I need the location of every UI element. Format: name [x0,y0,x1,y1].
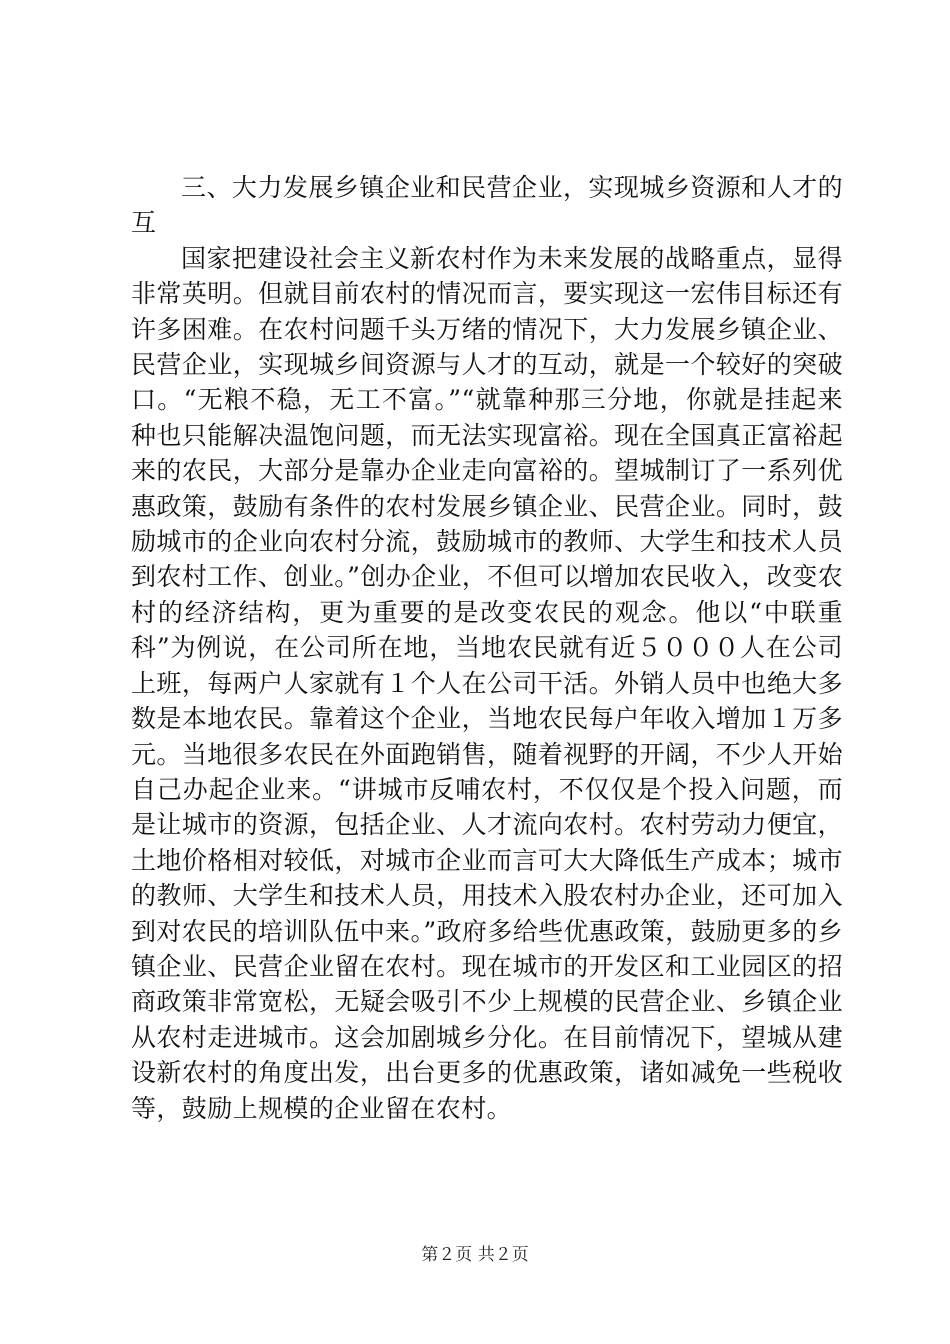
document-content [131,170,843,1126]
page-footer: 第２页 共２页 [421,1245,529,1265]
section-heading: 三、大力发展乡镇企业和民营企业，实现城乡资源和人才的互 [131,173,843,238]
body-paragraph: 国家把建设社会主义新农村作为未来发展的战略重点，显得非常英明。但就目前农村的情况而言，要实现这一宏伟目标还有许多困难。在农村问题千头万绪的情况下，大力发展乡镇企业、民营企业，实现城乡间资源与人才的互动，就是一个较好的突破口。“无粮不稳，无工不富。”“就靠种那三分地，你就是挂起来种也只能解决温饱问题，而无法实现富裕。现在全国真正富裕起来的农民，大部分是靠办企业走向富裕的。望城制订了一系列优惠政策，鼓励有条件的农村发展乡镇企业、民营企业。同时，鼓励城市的企业向农村分流，鼓励城市的教师、大学生和技术人员到农村工作、创业。”创办企业，不但可以增加农民收入，改变农村的经济结构，更为重要的是改变农民的观念。他以“中联重科”为例说，在公司所在地，当地农民就有近５０００人在公司上班，每两户人家就有１个人在公司干活。外销人员中也绝大多数是本地农民。靠着这个企业，当地农民每户年收入增加１万多元。当地很多农民在外面跑销售，随着视野的开阔，不少人开始自己办起企业来。“讲城市反哺农村，不仅仅是个投入问题，而是让城市的资源，包括企业、人才流向农村。农村劳动力便宜，土地价格相对较低，对城市企业而言可大大降低生产成本；城市的教师、大学生和技术人员，用技术入股农村办企业，还可加入到对农民的培训队伍中来。”政府多给些优惠政策，鼓励更多的乡镇企业、民营企业留在农村。现在城市的开发区和工业园区的招商政策非常宽松，无疑会吸引不少上规模的民营企业、乡镇企业从农村走进城市。这会加剧城乡分化。在目前情况下，望城从建设新农村的角度出发，出台更多的优惠政策，诸如减免一些税收等，鼓励上规模的企业留在农村。 [131,243,843,1123]
